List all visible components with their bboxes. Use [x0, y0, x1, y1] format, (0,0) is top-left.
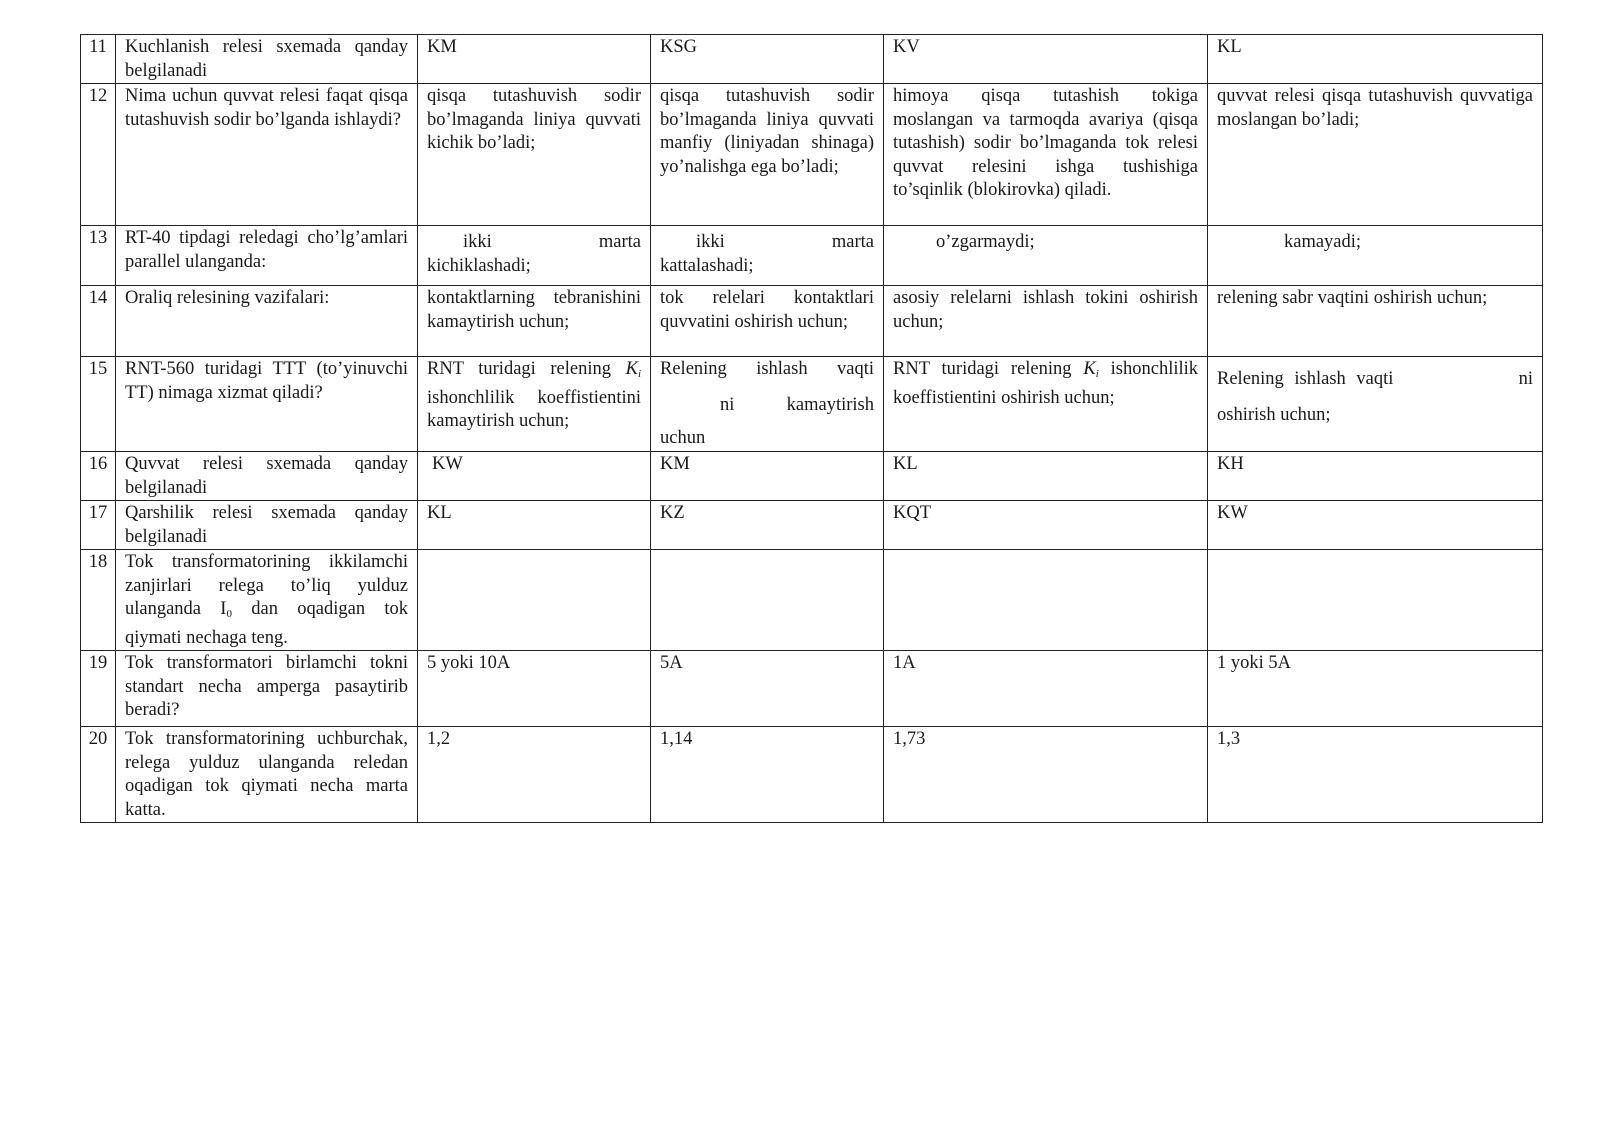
answer-a-cell: 5 yoki 10A	[418, 651, 651, 727]
subscript: 0	[226, 608, 232, 620]
answer-c-cell	[884, 550, 1208, 651]
table-row	[81, 452, 1543, 501]
answer-line: uchun	[660, 428, 706, 448]
answer-word: ikki	[463, 232, 492, 252]
answer-word: kattalashadi;	[660, 255, 754, 276]
question-cell: RT-40 tipdagi reledagi cho’lg’amlari parallel ulanganda:	[116, 226, 418, 286]
answer-c-cell: asosiy relelarni ishlash tokini oshirish uchun;	[884, 286, 1208, 357]
answer-d-cell	[1208, 357, 1543, 452]
row-number: 13	[81, 226, 116, 286]
answer-word: ikki	[696, 232, 725, 252]
k-coefficient: $K_i$	[1083, 359, 1099, 380]
answer-c-cell: himoya qisqa tutashish tokiga moslangan va tarmoqda avariya (qisqa tutashish) sodir bo’lmaganda tok relesi quvvat relesini ishga tushishiga to’sqinlik (blokirovka) qiladi.	[884, 84, 1208, 226]
row-number: 16	[81, 452, 116, 501]
answer-line: Relening ishlash vaqti	[660, 359, 874, 379]
answer-b-cell: KSG	[651, 35, 884, 84]
question-cell: Qarshilik relesi sxemada qanday belgilanadi	[116, 501, 418, 550]
answer-d-cell: relening sabr vaqtini oshirish uchun;	[1208, 286, 1543, 357]
question-cell: Tok transformatori birlamchi tokni standart necha amperga pasaytirib beradi?	[116, 651, 418, 727]
answer-word: marta	[831, 232, 874, 252]
question-cell: Quvvat relesi sxemada qanday belgilanadi	[116, 452, 418, 501]
table-row	[81, 357, 1543, 452]
answer-b-cell: qisqa tutashuvish sodir bo’lmaganda liniya quvvati manfiy (liniyadan shinaga) yo’nalishga ega bo’ladi;	[651, 84, 884, 226]
answer-b-cell	[651, 550, 884, 651]
answer-a-cell: qisqa tutashuvish sodir bo’lmaganda liniya quvvati kichik bo’ladi;	[418, 84, 651, 226]
answer-b-cell: 5A	[651, 651, 884, 727]
answer-a-cell: KL	[418, 501, 651, 550]
row-number: 12	[81, 84, 116, 226]
answer-text: Relening ishlash vaqti	[1217, 369, 1394, 389]
answer-line	[1217, 368, 1533, 392]
answer-c-cell	[884, 357, 1208, 452]
answer-b-cell	[651, 226, 884, 286]
row-number: 11	[81, 35, 116, 84]
table-row	[81, 84, 1543, 226]
k-coefficient: $K_i$	[625, 359, 641, 380]
answer-c-cell: KQT	[884, 501, 1208, 550]
answer-text: kamayadi;	[1284, 232, 1362, 252]
row-number: 17	[81, 501, 116, 550]
answer-d-cell	[1208, 226, 1543, 286]
answer-b-cell: KM	[651, 452, 884, 501]
question-cell: Kuchlanish relesi sxemada qanday belgilanadi	[116, 35, 418, 84]
row-number: 14	[81, 286, 116, 357]
answer-text: o’zgarmaydi;	[936, 232, 1035, 252]
answer-word: kichiklashadi;	[427, 255, 531, 276]
answer-c-cell: 1,73	[884, 727, 1208, 823]
table-row	[81, 286, 1543, 357]
answer-c-cell: KL	[884, 452, 1208, 501]
table-row	[81, 501, 1543, 550]
answer-a-cell	[418, 550, 651, 651]
question-cell: Nima uchun quvvat relesi faqat qisqa tutashuvish sodir bo’lganda ishlaydi?	[116, 84, 418, 226]
question-cell: RNT-560 turidagi TTT (to’yinuvchi TT) nimaga xizmat qiladi?	[116, 357, 418, 452]
answer-d-cell	[1208, 550, 1543, 651]
answer-d-cell: KL	[1208, 35, 1543, 84]
answer-a-cell: KW	[418, 452, 651, 501]
row-number: 19	[81, 651, 116, 727]
answer-d-cell: KH	[1208, 452, 1543, 501]
answer-a-cell	[418, 226, 651, 286]
row-number: 20	[81, 727, 116, 823]
answer-word: marta	[598, 232, 641, 252]
answer-text: RNT turidagi relening	[893, 359, 1072, 379]
answer-text: ishonchlilik koeffistientini kamaytirish uchun;	[427, 387, 641, 431]
answer-line: oshirish uchun;	[1217, 404, 1331, 425]
table-row	[81, 550, 1543, 651]
answer-text: ishonchlilik koeffistientini oshirish uchun;	[893, 359, 1199, 408]
table-row	[81, 727, 1543, 823]
answer-line	[660, 231, 874, 255]
table-row	[81, 651, 1543, 727]
questions-table	[80, 34, 1543, 823]
answer-b-cell: tok relelari kontaktlari quvvatini oshirish uchun;	[651, 286, 884, 357]
answer-a-cell: 1,2	[418, 727, 651, 823]
answer-text: RNT turidagi relening	[427, 359, 611, 379]
answer-d-cell: 1,3	[1208, 727, 1543, 823]
answer-c-cell: KV	[884, 35, 1208, 84]
question-cell: Tok transformatorining ikkilamchi zanjirlari relega to’liq yulduz ulanganda I0 dan oqadigan tok qiymati nechaga teng.	[116, 550, 418, 651]
answer-b-cell	[651, 357, 884, 452]
answer-a-cell: KM	[418, 35, 651, 84]
answer-b-cell: KZ	[651, 501, 884, 550]
question-cell: Tok transformatorining uchburchak, relega yulduz ulanganda reledan oqadigan tok qiymati necha marta katta.	[116, 727, 418, 823]
row-number: 18	[81, 550, 116, 651]
answer-line	[427, 231, 641, 255]
row-number: 15	[81, 357, 116, 452]
table-row	[81, 35, 1543, 84]
answer-a-cell	[418, 357, 651, 452]
answer-a-cell: kontaktlarning tebranishini kamaytirish uchun;	[418, 286, 651, 357]
table-row	[81, 226, 1543, 286]
answer-text: ni	[1518, 369, 1533, 389]
answer-d-cell: 1 yoki 5A	[1208, 651, 1543, 727]
answer-c-cell	[884, 226, 1208, 286]
document-page	[80, 34, 1542, 823]
answer-c-cell: 1A	[884, 651, 1208, 727]
question-cell: Oraliq relesining vazifalari:	[116, 286, 418, 357]
answer-line: ni kamaytirish	[720, 394, 874, 415]
answer-d-cell: KW	[1208, 501, 1543, 550]
answer-d-cell: quvvat relesi qisqa tutashuvish quvvatiga moslangan bo’ladi;	[1208, 84, 1543, 226]
answer-b-cell: 1,14	[651, 727, 884, 823]
